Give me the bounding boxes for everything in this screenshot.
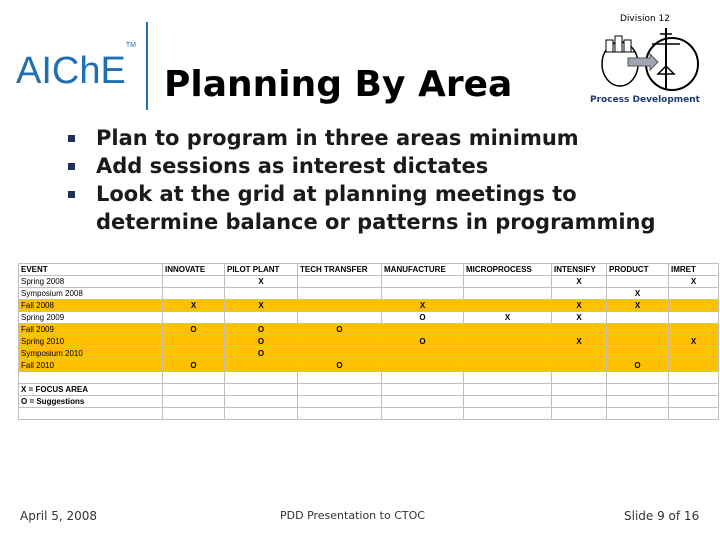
grid-mark-cell bbox=[225, 312, 298, 324]
grid-mark-cell: X bbox=[225, 300, 298, 312]
grid-mark-cell bbox=[552, 348, 607, 360]
grid-legend-row bbox=[19, 384, 719, 396]
grid-mark-cell: X bbox=[552, 312, 607, 324]
grid-row bbox=[19, 288, 719, 300]
grid-empty-cell bbox=[298, 408, 382, 420]
division-label: Division 12 bbox=[620, 14, 670, 24]
grid-row bbox=[19, 300, 719, 312]
grid-mark-cell bbox=[163, 288, 225, 300]
grid-mark-cell: X bbox=[464, 312, 552, 324]
grid-empty-cell bbox=[464, 384, 552, 396]
grid-mark-cell bbox=[163, 312, 225, 324]
grid-mark-cell bbox=[464, 324, 552, 336]
grid-mark-cell bbox=[163, 276, 225, 288]
grid-mark-cell bbox=[382, 324, 464, 336]
grid-mark-cell bbox=[225, 288, 298, 300]
grid-empty-cell bbox=[225, 372, 298, 384]
grid-column-header: PILOT PLANT bbox=[225, 264, 298, 276]
grid-mark-cell bbox=[669, 360, 719, 372]
grid-column-header: MICROPROCESS bbox=[464, 264, 552, 276]
grid-empty-cell bbox=[382, 396, 464, 408]
grid-mark-cell bbox=[464, 336, 552, 348]
bullet-list bbox=[68, 124, 696, 236]
grid-mark-cell bbox=[607, 336, 669, 348]
grid-empty-cell bbox=[607, 408, 669, 420]
grid-mark-cell bbox=[552, 288, 607, 300]
grid-column-header: MANUFACTURE bbox=[382, 264, 464, 276]
grid-mark-cell bbox=[382, 276, 464, 288]
grid-mark-cell bbox=[607, 348, 669, 360]
reactor-emblem-icon bbox=[600, 24, 700, 94]
grid-mark-cell: O bbox=[382, 312, 464, 324]
grid-mark-cell bbox=[382, 360, 464, 372]
grid-mark-cell bbox=[298, 288, 382, 300]
grid-legend-row bbox=[19, 396, 719, 408]
grid-mark-cell: O bbox=[382, 336, 464, 348]
grid-mark-cell bbox=[669, 300, 719, 312]
grid-spacer-row bbox=[19, 408, 719, 420]
bullet-text: Add sessions as interest dictates bbox=[96, 154, 489, 178]
grid-empty-cell bbox=[163, 408, 225, 420]
grid-empty-cell bbox=[225, 396, 298, 408]
grid-header-row bbox=[19, 264, 719, 276]
grid-empty-cell bbox=[552, 372, 607, 384]
grid-empty-cell bbox=[163, 384, 225, 396]
grid-empty-cell bbox=[382, 372, 464, 384]
bullet-square-icon bbox=[68, 135, 75, 142]
grid-empty-cell bbox=[19, 408, 163, 420]
bullet-item bbox=[68, 124, 696, 152]
grid-empty-cell bbox=[552, 384, 607, 396]
grid-mark-cell: X bbox=[607, 300, 669, 312]
grid-mark-cell: O bbox=[607, 360, 669, 372]
grid-empty-cell bbox=[607, 396, 669, 408]
grid-empty-cell bbox=[552, 396, 607, 408]
logo-text: AIChE bbox=[16, 50, 126, 92]
grid-mark-cell: X bbox=[225, 276, 298, 288]
grid-mark-cell bbox=[298, 276, 382, 288]
grid-mark-cell bbox=[552, 360, 607, 372]
bullet-item bbox=[68, 152, 696, 180]
grid-column-header: INTENSIFY bbox=[552, 264, 607, 276]
grid-mark-cell bbox=[298, 300, 382, 312]
grid-mark-cell: X bbox=[382, 300, 464, 312]
grid-mark-cell bbox=[552, 324, 607, 336]
bullet-square-icon bbox=[68, 163, 75, 170]
grid-mark-cell: O bbox=[225, 348, 298, 360]
grid-mark-cell bbox=[669, 324, 719, 336]
grid-empty-cell bbox=[669, 384, 719, 396]
grid-empty-cell bbox=[225, 384, 298, 396]
grid-column-header: INNOVATE bbox=[163, 264, 225, 276]
grid-mark-cell bbox=[382, 288, 464, 300]
grid-row bbox=[19, 276, 719, 288]
grid-empty-cell bbox=[669, 408, 719, 420]
grid-mark-cell: O bbox=[298, 360, 382, 372]
grid-mark-cell bbox=[669, 348, 719, 360]
grid-mark-cell: O bbox=[163, 360, 225, 372]
grid-mark-cell bbox=[464, 348, 552, 360]
grid-row bbox=[19, 324, 719, 336]
grid-spacer-row bbox=[19, 372, 719, 384]
footer-slide-number: Slide 9 of 16 bbox=[624, 509, 700, 523]
grid-mark-cell bbox=[464, 300, 552, 312]
footer-presentation: PDD Presentation to CTOC bbox=[280, 509, 425, 522]
grid-row bbox=[19, 360, 719, 372]
grid-mark-cell bbox=[163, 336, 225, 348]
grid-empty-cell bbox=[19, 372, 163, 384]
grid-mark-cell: X bbox=[669, 336, 719, 348]
grid-empty-cell bbox=[607, 372, 669, 384]
grid-event-cell: Symposium 2010 bbox=[19, 348, 163, 360]
grid-empty-cell bbox=[464, 372, 552, 384]
grid-mark-cell: O bbox=[163, 324, 225, 336]
grid-empty-cell bbox=[607, 384, 669, 396]
grid-legend-text: X = FOCUS AREA bbox=[19, 384, 163, 396]
grid-empty-cell bbox=[552, 408, 607, 420]
grid-mark-cell: X bbox=[552, 300, 607, 312]
grid-event-cell: Fall 2009 bbox=[19, 324, 163, 336]
grid-event-cell: Spring 2010 bbox=[19, 336, 163, 348]
grid-empty-cell bbox=[225, 408, 298, 420]
grid-mark-cell: X bbox=[552, 336, 607, 348]
grid-empty-cell bbox=[669, 396, 719, 408]
grid-mark-cell: O bbox=[225, 324, 298, 336]
logo-trademark: TM bbox=[125, 42, 136, 50]
grid-empty-cell bbox=[298, 396, 382, 408]
grid-empty-cell bbox=[163, 372, 225, 384]
grid-mark-cell bbox=[464, 288, 552, 300]
grid-empty-cell bbox=[382, 384, 464, 396]
grid-mark-cell bbox=[669, 312, 719, 324]
grid-row bbox=[19, 312, 719, 324]
grid-empty-cell bbox=[163, 396, 225, 408]
grid-empty-cell bbox=[298, 384, 382, 396]
grid-legend-text: O = Suggestions bbox=[19, 396, 163, 408]
logo-divider bbox=[146, 22, 148, 110]
grid-mark-cell: X bbox=[669, 276, 719, 288]
grid-empty-cell bbox=[669, 372, 719, 384]
grid-mark-cell bbox=[464, 360, 552, 372]
grid-empty-cell bbox=[464, 408, 552, 420]
grid-row bbox=[19, 348, 719, 360]
grid-mark-cell: X bbox=[607, 288, 669, 300]
grid-mark-cell: O bbox=[225, 336, 298, 348]
division-name: Process Development bbox=[590, 95, 700, 105]
grid-mark-cell bbox=[607, 312, 669, 324]
bullet-text: Look at the grid at planning meetings to determine balance or patterns in programming bbox=[96, 182, 656, 234]
grid-mark-cell bbox=[382, 348, 464, 360]
grid-mark-cell bbox=[298, 336, 382, 348]
aiche-logo bbox=[16, 42, 136, 93]
grid-column-header: TECH TRANSFER bbox=[298, 264, 382, 276]
grid-event-cell: Fall 2008 bbox=[19, 300, 163, 312]
grid-mark-cell bbox=[298, 312, 382, 324]
grid-empty-cell bbox=[464, 396, 552, 408]
grid-mark-cell bbox=[298, 348, 382, 360]
grid-column-header: EVENT bbox=[19, 264, 163, 276]
grid-mark-cell bbox=[607, 276, 669, 288]
grid-empty-cell bbox=[298, 372, 382, 384]
planning-grid bbox=[18, 263, 719, 420]
slide-title: Planning By Area bbox=[164, 64, 513, 105]
grid-mark-cell bbox=[225, 360, 298, 372]
grid-mark-cell: X bbox=[163, 300, 225, 312]
grid-mark-cell bbox=[163, 348, 225, 360]
grid-row bbox=[19, 336, 719, 348]
grid-mark-cell bbox=[669, 288, 719, 300]
grid-column-header: IMRET bbox=[669, 264, 719, 276]
grid-mark-cell bbox=[464, 276, 552, 288]
grid-mark-cell: O bbox=[298, 324, 382, 336]
grid-column-header: PRODUCT bbox=[607, 264, 669, 276]
footer-date: April 5, 2008 bbox=[20, 509, 98, 523]
grid-event-cell: Spring 2009 bbox=[19, 312, 163, 324]
grid-mark-cell bbox=[607, 324, 669, 336]
grid-mark-cell: X bbox=[552, 276, 607, 288]
grid-event-cell: Symposium 2008 bbox=[19, 288, 163, 300]
bullet-square-icon bbox=[68, 191, 75, 198]
grid-event-cell: Fall 2010 bbox=[19, 360, 163, 372]
grid-event-cell: Spring 2008 bbox=[19, 276, 163, 288]
bullet-item bbox=[68, 180, 696, 236]
bullet-text: Plan to program in three areas minimum bbox=[96, 126, 579, 150]
grid-empty-cell bbox=[382, 408, 464, 420]
